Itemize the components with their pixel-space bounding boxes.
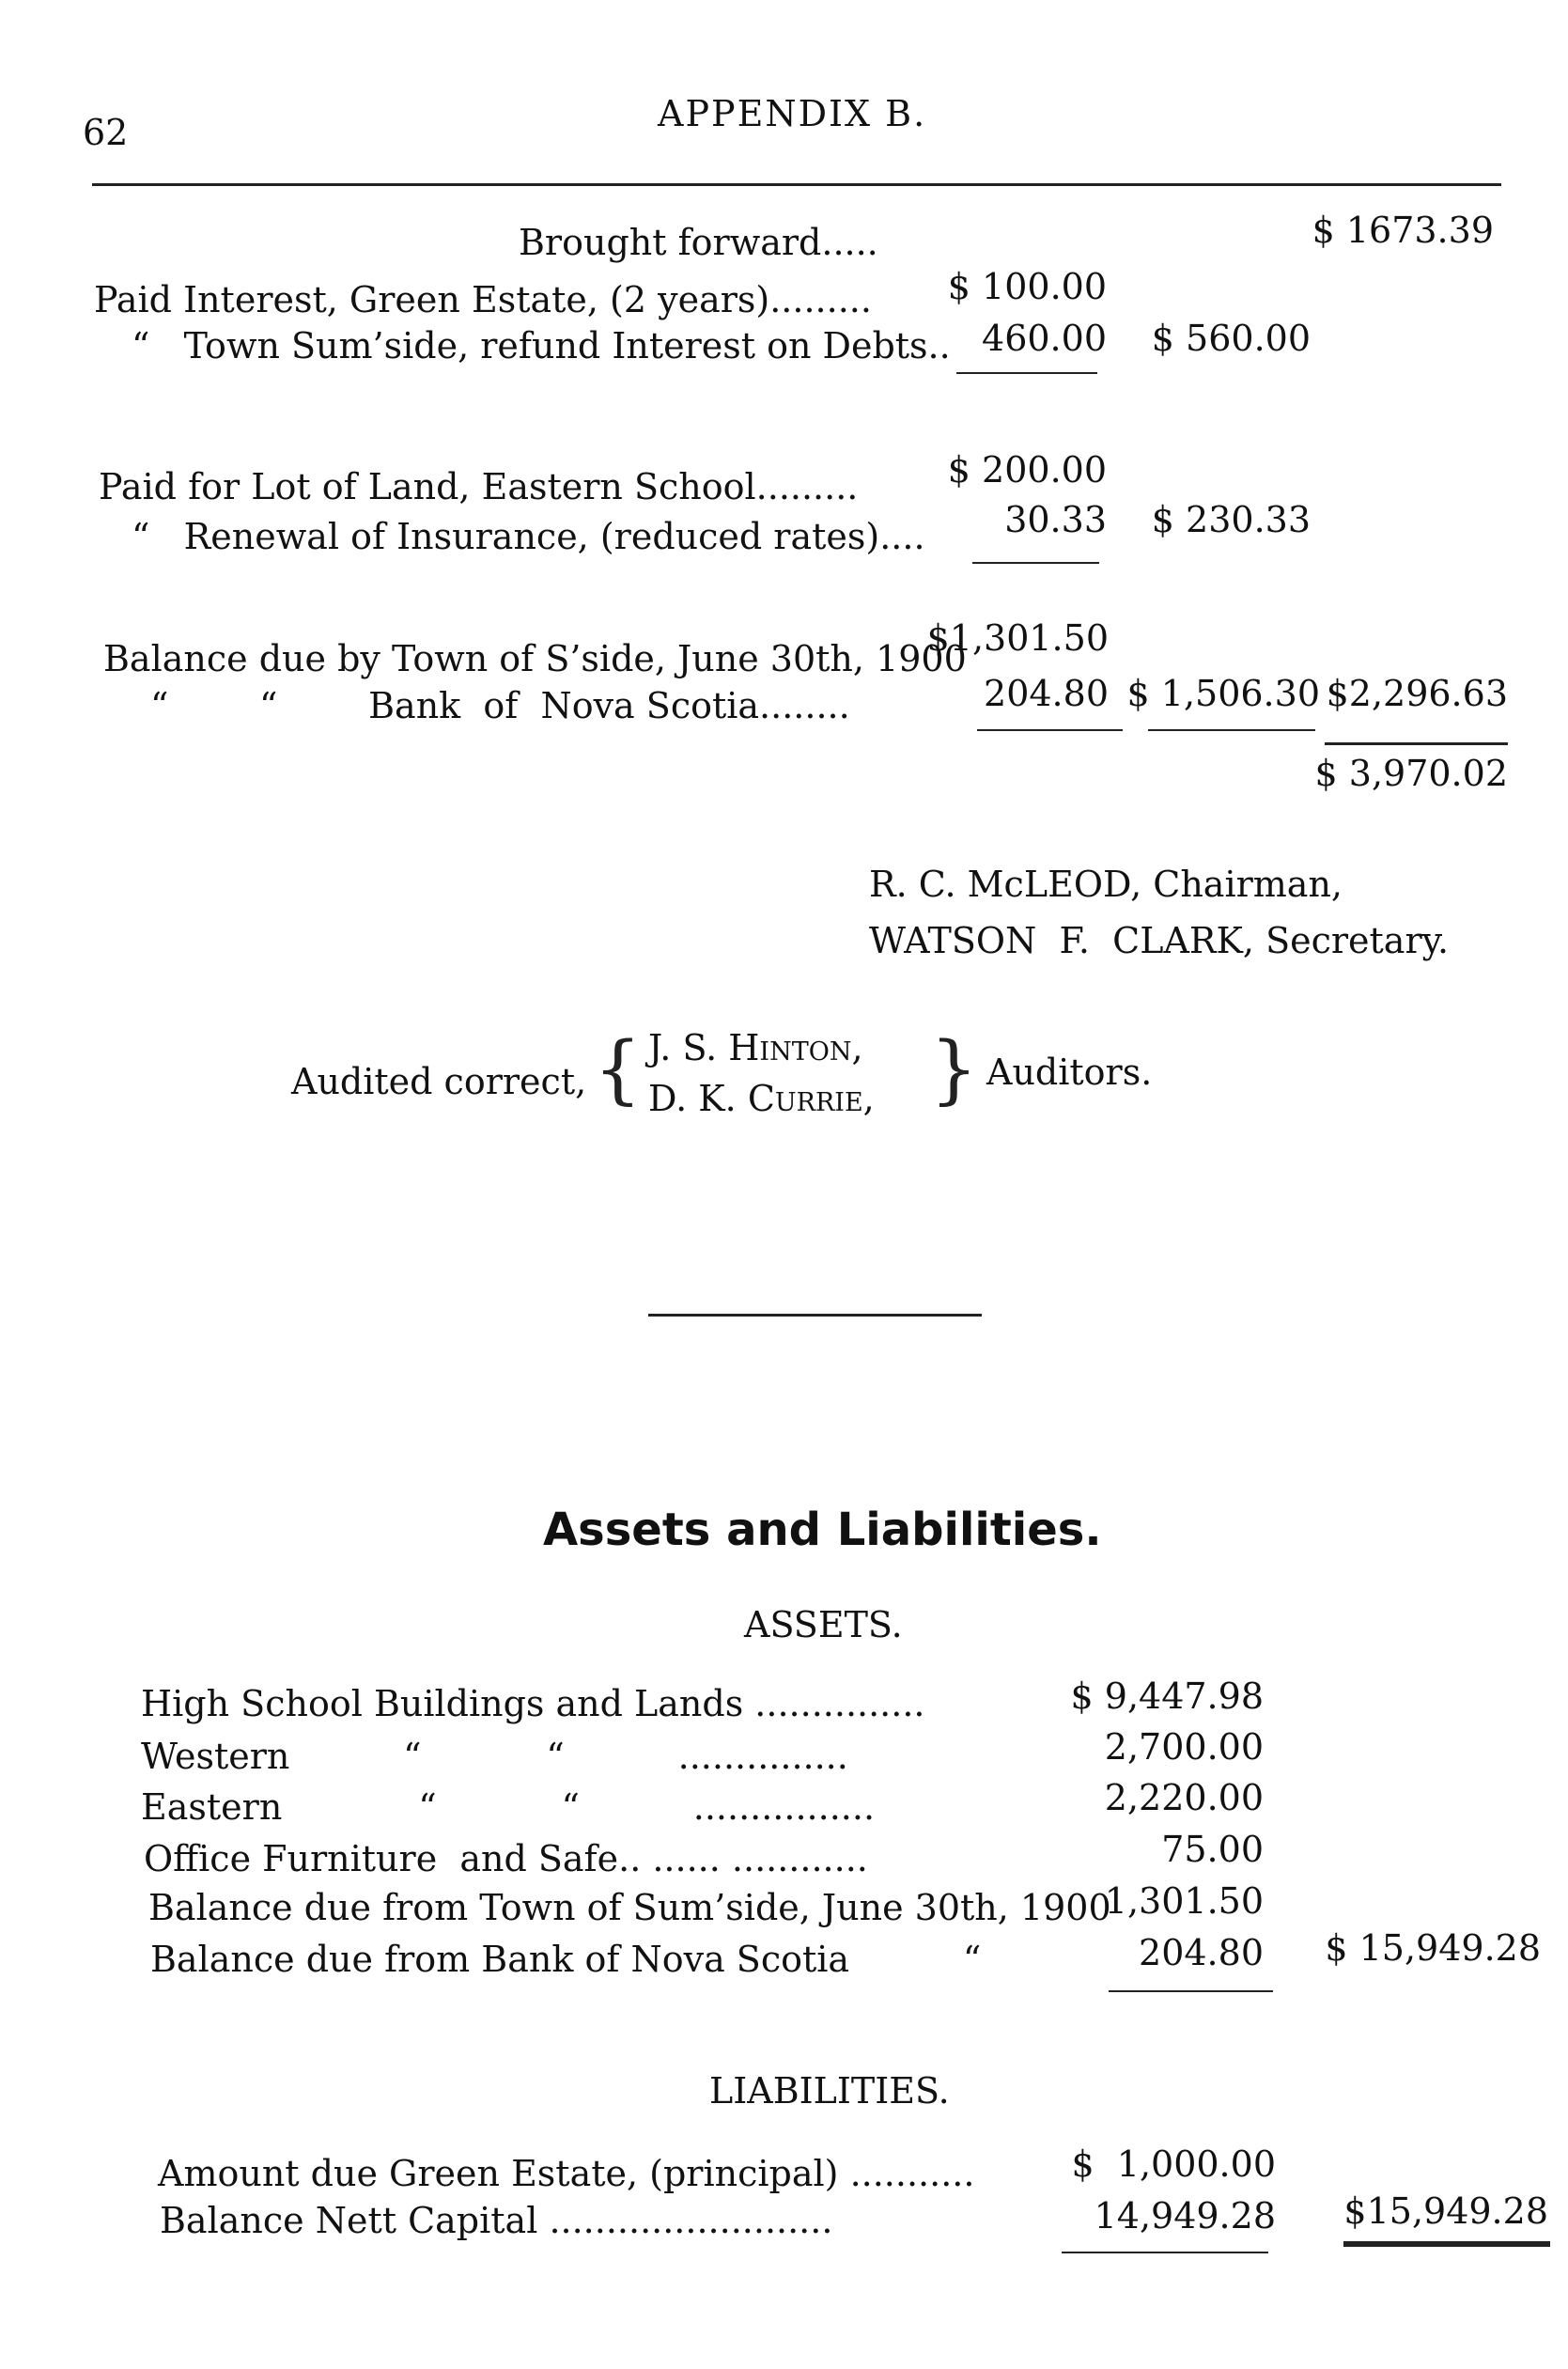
- asset-amount: 2,220.00: [1104, 1777, 1264, 1818]
- brought-forward-total: $ 1673.39: [1312, 210, 1494, 251]
- page-number: 62: [83, 112, 129, 153]
- liability-amount: $ 1,000.00: [1071, 2143, 1276, 2185]
- asset-label: Office Furniture and Safe.. ...... ............: [144, 1838, 868, 1879]
- audit-label: Audited correct,: [291, 1061, 587, 1102]
- section-divider: [648, 1314, 982, 1317]
- line-item-amount: 460.00: [982, 318, 1107, 359]
- assets-rule: [1109, 1990, 1273, 1992]
- subtotal-amount: $ 1,506.30: [1126, 673, 1320, 714]
- line-item-label: “ Town Sum’side, refund Interest on Debts..: [132, 325, 951, 366]
- grand-total: $ 3,970.02: [1314, 753, 1508, 794]
- line-item-amount: 204.80: [984, 673, 1109, 714]
- line-item-label: Paid for Lot of Land, Eastern School.........: [99, 466, 859, 507]
- page-title: APPENDIX B.: [658, 93, 927, 134]
- left-brace: {: [594, 1025, 642, 1113]
- asset-amount: $ 9,447.98: [1070, 1675, 1264, 1717]
- assets-total: $ 15,949.28: [1325, 1927, 1541, 1969]
- asset-label: Eastern “ “ ................: [141, 1786, 876, 1828]
- line-item-label: Balance due by Town of S’side, June 30th, 1900: [103, 638, 967, 679]
- liabilities-heading: LIABILITIES.: [709, 2070, 950, 2112]
- asset-label: Balance due from Town of Sum’side, June 30th, 1900: [148, 1887, 1111, 1928]
- asset-label: Balance due from Bank of Nova Scotia “: [150, 1939, 982, 1980]
- total-rule: [1325, 742, 1508, 745]
- brought-forward-label: Brought forward.....: [519, 222, 878, 263]
- line-item-amount: 30.33: [1004, 499, 1107, 540]
- auditors-label: Auditors.: [986, 1052, 1153, 1093]
- asset-label: Western “ “ ...............: [141, 1736, 848, 1777]
- auditor-name: J. S. Hinton,: [648, 1027, 863, 1068]
- auditor-name: D. K. Currie,: [648, 1078, 875, 1119]
- line-item-label: “ “ Bank of Nova Scotia........: [150, 685, 850, 726]
- line-item-amount: $ 100.00: [947, 266, 1107, 307]
- right-brace: }: [930, 1025, 978, 1113]
- subtotal-rule: [972, 562, 1099, 564]
- liabilities-rule: [1062, 2252, 1268, 2253]
- line-item-amount: $ 200.00: [947, 449, 1107, 491]
- header-rule: [92, 183, 1501, 186]
- total-amount: $2,296.63: [1326, 673, 1508, 714]
- line-item-label: “ Renewal of Insurance, (reduced rates)....: [132, 516, 925, 557]
- subtotal-rule: [956, 372, 1097, 374]
- asset-amount: 75.00: [1161, 1829, 1264, 1870]
- line-item-label: Paid Interest, Green Estate, (2 years).........: [94, 279, 872, 320]
- asset-label: High School Buildings and Lands ...............: [141, 1683, 925, 1724]
- asset-amount: 1,301.50: [1104, 1880, 1264, 1922]
- liabilities-total-rule: [1343, 2241, 1550, 2247]
- signature-chairman: R. C. McLEOD, Chairman,: [869, 864, 1343, 905]
- section-title: Assets and Liabilities.: [543, 1504, 1102, 1556]
- liability-label: Balance Nett Capital .........................: [160, 2200, 833, 2241]
- subtotal-rule: [1148, 729, 1315, 731]
- subtotal-amount: $ 560.00: [1151, 318, 1311, 359]
- assets-heading: ASSETS.: [744, 1604, 903, 1645]
- asset-amount: 204.80: [1139, 1932, 1264, 1973]
- line-item-amount: $1,301.50: [926, 617, 1109, 659]
- subtotal-rule: [977, 729, 1123, 731]
- liability-amount: 14,949.28: [1094, 2195, 1276, 2237]
- liabilities-total: $15,949.28: [1343, 2190, 1548, 2232]
- subtotal-amount: $ 230.33: [1151, 499, 1311, 540]
- liability-label: Amount due Green Estate, (principal) ...........: [158, 2153, 975, 2194]
- asset-amount: 2,700.00: [1104, 1726, 1264, 1768]
- signature-secretary: WATSON F. CLARK, Secretary.: [869, 920, 1450, 961]
